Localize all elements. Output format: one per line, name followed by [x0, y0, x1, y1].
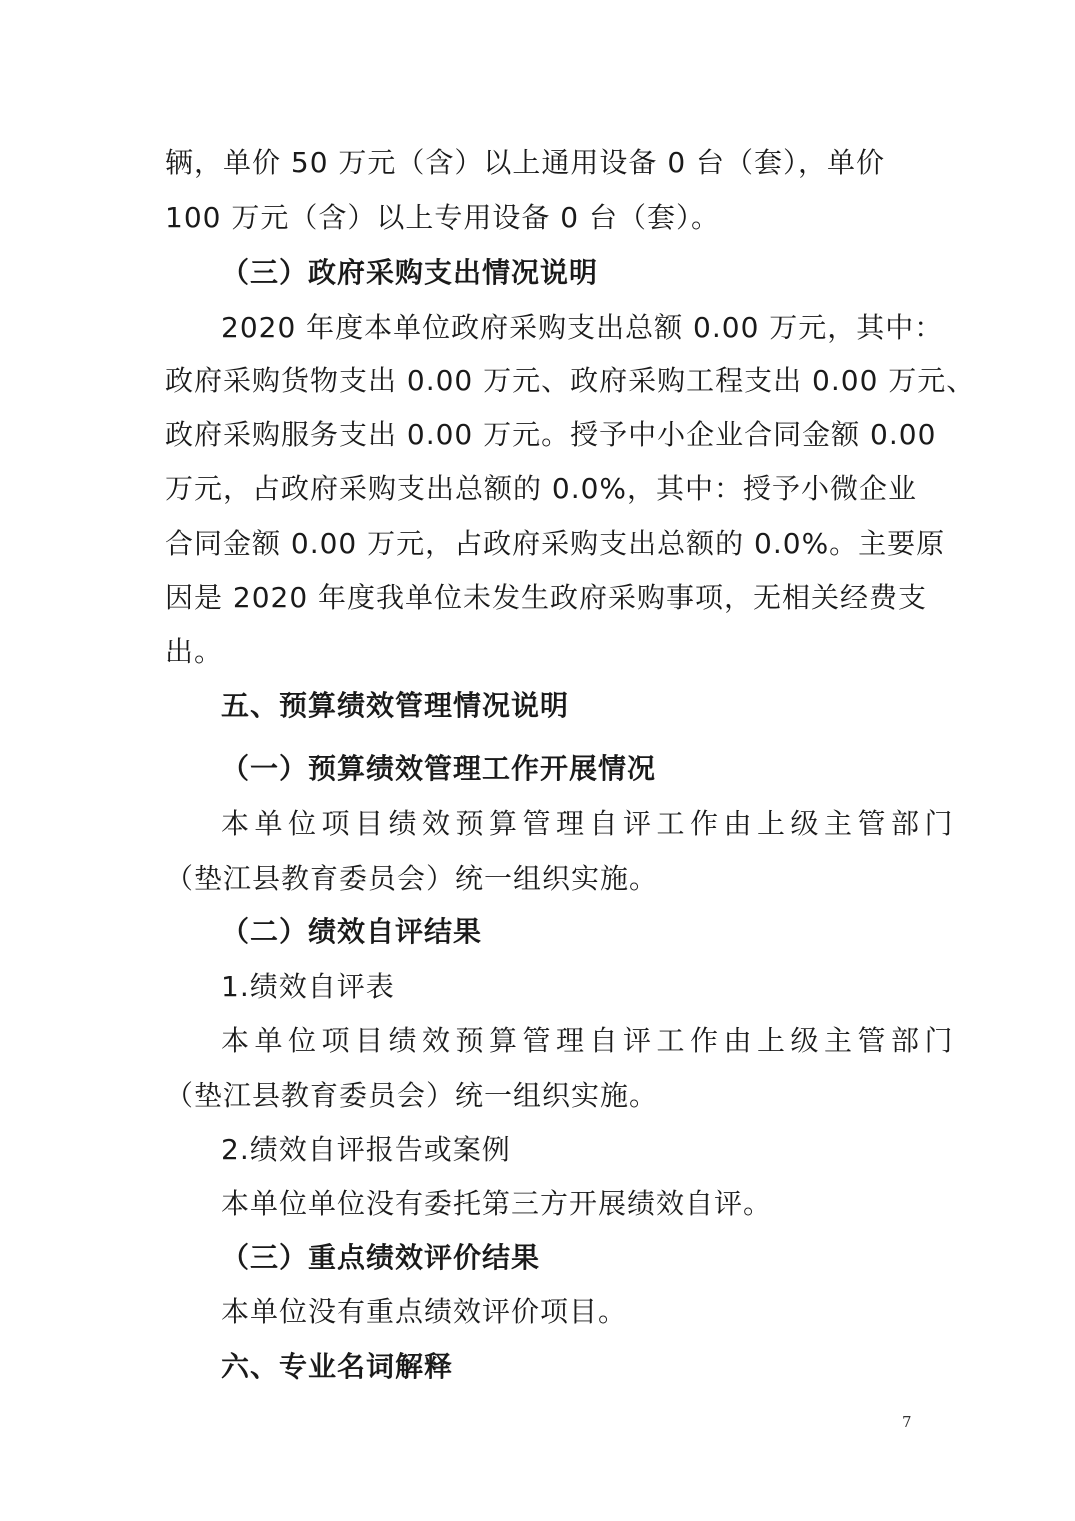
section-heading: （三）政府采购支出情况说明: [221, 256, 599, 289]
chapter-heading: 五、预算绩效管理情况说明: [221, 689, 570, 722]
body-text-line: （垫江县教育委员会）统一组织实施。: [165, 1079, 659, 1112]
section-heading: （三）重点绩效评价结果: [221, 1241, 541, 1274]
page-number: 7: [902, 1413, 912, 1431]
body-text-line: 万元，占政府采购支出总额的 0.0%，其中：授予小微企业: [165, 472, 918, 505]
body-text-line: 出。: [165, 635, 224, 668]
body-text-line: 本单位项目绩效预算管理自评工作由上级主管部门: [221, 1024, 959, 1057]
subsection-heading: 2.绩效自评报告或案例: [221, 1133, 511, 1166]
chapter-heading: 六、专业名词解释: [221, 1350, 454, 1383]
body-text-line: 本单位单位没有委托第三方开展绩效自评。: [221, 1187, 773, 1220]
body-text-line: 本单位项目绩效预算管理自评工作由上级主管部门: [221, 807, 959, 840]
body-text-line: 辆，单价 50 万元（含）以上通用设备 0 台（套），单价: [165, 146, 886, 179]
section-heading: （二）绩效自评结果: [221, 915, 483, 948]
body-text-line: （垫江县教育委员会）统一组织实施。: [165, 862, 659, 895]
body-text-line: 本单位没有重点绩效评价项目。: [221, 1295, 628, 1328]
body-text-line: 因是 2020 年度我单位未发生政府采购事项，无相关经费支: [165, 581, 928, 614]
body-text-line: 2020 年度本单位政府采购支出总额 0.00 万元，其中：: [221, 311, 944, 344]
body-text-line: 100 万元（含）以上专用设备 0 台（套）。: [165, 201, 720, 234]
subsection-heading: 1.绩效自评表: [221, 970, 395, 1003]
body-text-line: 合同金额 0.00 万元，占政府采购支出总额的 0.0%。主要原: [165, 527, 946, 560]
body-text-line: 政府采购服务支出 0.00 万元。授予中小企业合同金额 0.00: [165, 418, 937, 451]
body-text-line: 政府采购货物支出 0.00 万元、政府采购工程支出 0.00 万元、: [165, 364, 976, 397]
section-heading: （一）预算绩效管理工作开展情况: [221, 752, 657, 785]
